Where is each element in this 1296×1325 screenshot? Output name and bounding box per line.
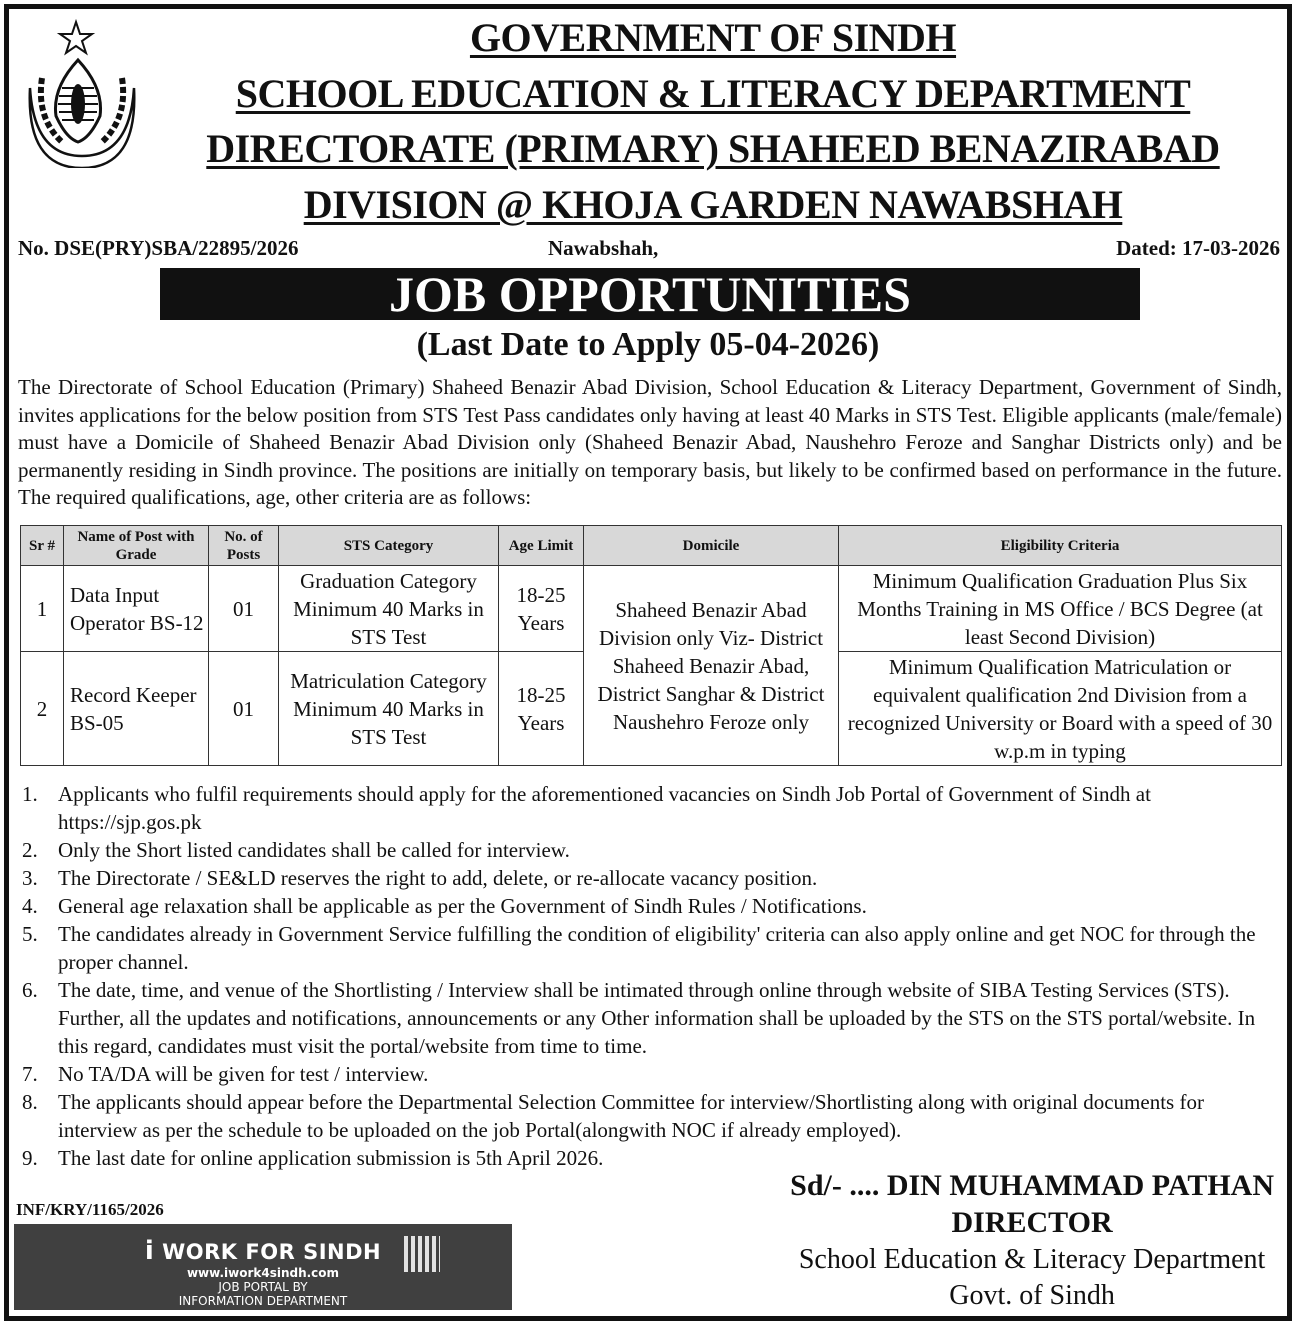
iwork-line1: JOB PORTAL BY (218, 1280, 308, 1294)
heading-line-3: DIRECTORATE (PRIMARY) SHAHEED BENAZIRABAD (206, 126, 1220, 171)
header-domicile: Domicile (584, 526, 839, 566)
heading-line-2: SCHOOL EDUCATION & LITERACY DEPARTMENT (235, 71, 1191, 116)
qr-code-icon (404, 1236, 440, 1272)
list-item: 1. Applicants who fulfil requirements should apply for the aforementioned vacancies on Sindh Job Portal of Government of Sindh at https://sjp.gos.pk (22, 782, 1151, 834)
header-sts: STS Category (279, 526, 499, 566)
cell-sts: Matriculation Category Minimum 40 Marks in STS Test (279, 652, 499, 766)
heading-line-1: GOVERNMENT OF SINDH (469, 15, 957, 60)
cell-criteria: Minimum Qualification Graduation Plus Six Months Training in MS Office / BCS Degree (at least Second Division) (839, 566, 1282, 652)
list-item: 7. No TA/DA will be given for test / interview. (22, 1062, 429, 1086)
cell-posts: 01 (209, 566, 279, 652)
inf-number: INF/KRY/1165/2026 (16, 1200, 164, 1219)
cell-sr: 1 (21, 566, 64, 652)
list-item: 6. The date, time, and venue of the Shortlisting / Interview shall be intimated through online through website of SIBA Testing Services (STS). Further, all the updates and notifications, announcements or any Other information shall be uploaded by the STS on the STS portal/website. In this regard, candidates must visit the portal/website from time to time. (22, 978, 1256, 1058)
header-criteria: Eligibility Criteria (839, 526, 1282, 566)
cell-domicile: Shaheed Benazir Abad Division only Viz- District Shaheed Benazir Abad, District Sanghar & District Naushehro Feroze only (584, 566, 839, 766)
cell-age: 18-25 Years (499, 566, 584, 652)
list-item: 9. The last date for online application submission is 5th April 2026. (22, 1146, 604, 1170)
dated: Dated: 17-03-2026 (1116, 236, 1280, 260)
place: Nawabshah, (548, 236, 659, 260)
header-sr: Sr # (21, 526, 64, 566)
cell-post: Record Keeper BS-05 (64, 652, 209, 766)
list-item: 2. Only the Short listed candidates shall be called for interview. (22, 838, 570, 862)
list-item: 5. The candidates already in Government Service fulfilling the condition of eligibility' criteria can also apply online and get NOC for through the proper channel. (22, 922, 1256, 974)
signatory-govt: Govt. of Sindh (949, 1280, 1115, 1311)
table-header-row (21, 526, 1282, 566)
signature-block (790, 1168, 1274, 1314)
conditions-list (22, 780, 1282, 1172)
reference-number: No. DSE(PRY)SBA/22895/2026 (18, 236, 299, 260)
intro-paragraph: The Directorate of School Education (Primary) Shaheed Benazir Abad Division, School Education & Literacy Department, Government of Sindh, invites applications for the below position from STS Test Pass candidates only having at least 40 Marks in STS Test. Eligible applicants (male/female) must have a Domicile of Shaheed Benazir Abad Division only (Shaheed Benazir Abad, Naushehro Feroze and Sanghar Districts only) and be permanently residing in Sindh province. The positions are initially on temporary basis, but likely to be confirmed based on performance in the future. The required qualifications, age, other criteria are as follows: (18, 375, 1282, 509)
cell-posts: 01 (209, 652, 279, 766)
iwork-url: www.iwork4sindh.com (186, 1266, 340, 1280)
heading-line-4: DIVISION @ KHOJA GARDEN NAWABSHAH (303, 182, 1123, 227)
signatory-title: DIRECTOR (951, 1206, 1113, 1239)
job-opportunities-banner: JOB OPPORTUNITIES (160, 268, 1140, 320)
list-item: 8. The applicants should appear before the Departmental Selection Committee for interview/Shortlisting along with original documents for interview as per the schedule to be uploaded on the job Portal(alongwith NOC if already employed). (22, 1090, 1204, 1142)
cell-sts: Graduation Category Minimum 40 Marks in STS Test (279, 566, 499, 652)
header-age: Age Limit (499, 526, 584, 566)
cell-sr: 2 (21, 652, 64, 766)
positions-table (20, 525, 1282, 766)
list-item: 4. General age relaxation shall be applicable as per the Government of Sindh Rules / Notifications. (22, 894, 867, 918)
signatory-name: Sd/- .... DIN MUHAMMAD PATHAN (790, 1169, 1274, 1202)
iwork-title: i WORK FOR SINDH (144, 1236, 382, 1266)
cell-age: 18-25 Years (499, 652, 584, 766)
sindh-emblem-icon (18, 18, 146, 168)
last-date: (Last Date to Apply 05-04-2026) (416, 326, 880, 363)
iwork-for-sindh-box (14, 1224, 512, 1310)
cell-criteria: Minimum Qualification Matriculation or equivalent qualification 2nd Division from a recognized University or Board with a speed of 30 w.p.m in typing (839, 652, 1282, 766)
cell-post: Data Input Operator BS-12 (64, 566, 209, 652)
signatory-dept: School Education & Literacy Department (798, 1244, 1266, 1275)
iwork-line2: INFORMATION DEPARTMENT (178, 1294, 348, 1308)
header-posts: No. of Posts (209, 526, 279, 566)
table-row (21, 566, 1282, 652)
list-item: 3. The Directorate / SE&LD reserves the right to add, delete, or re-allocate vacancy position. (22, 866, 818, 890)
header-post: Name of Post with Grade (64, 526, 209, 566)
